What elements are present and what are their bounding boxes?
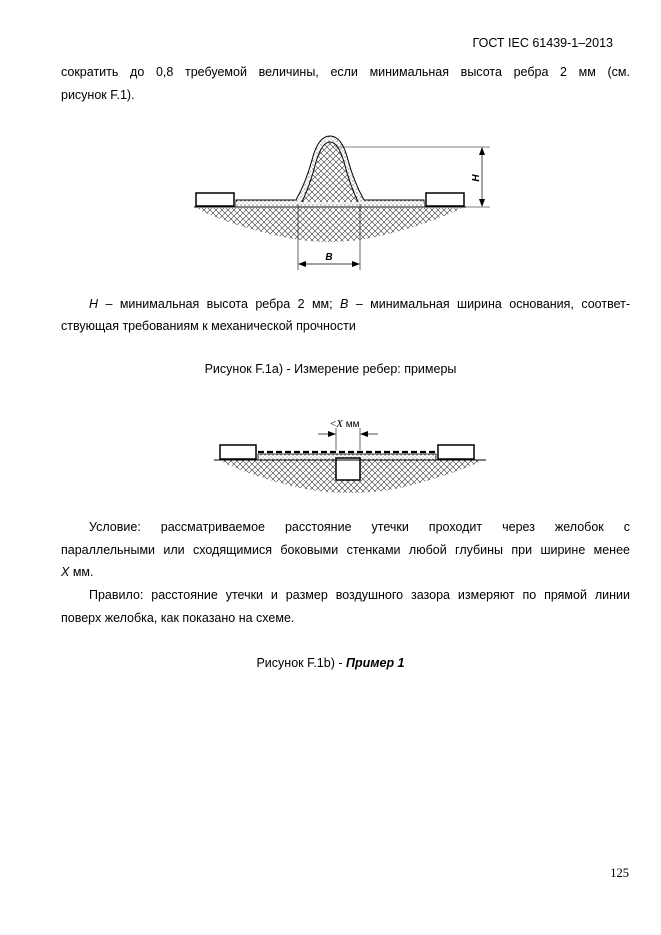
- figure-f1a-rib-diagram: [0, 120, 661, 280]
- legend-b-symbol: B: [340, 297, 349, 311]
- left-pad: [196, 193, 234, 206]
- right-pad: [438, 445, 474, 459]
- x-dimension-label: <X мм: [330, 418, 360, 430]
- intro-line-1: сократить до 0,8 требуемой величины, если минимальная высота ребра 2 мм (см.: [61, 65, 630, 79]
- left-pad: [220, 445, 256, 459]
- condition-line-2: параллельными или сходящимися боковыми стенками любой глубины при ширине менее: [61, 543, 630, 557]
- page-number: 125: [610, 866, 629, 880]
- legend-h-symbol: H: [89, 297, 99, 311]
- figure-f1a-caption: Рисунок F.1a) - Измерение ребер: примеры: [204, 362, 457, 376]
- condition-line-1: Условие: рассматриваемое расстояние утечки проходит через желобок с: [89, 520, 630, 534]
- figure-f1b-groove-diagram: [0, 410, 661, 500]
- rule-line-2: поверх желобка, как показано на схеме.: [61, 611, 295, 625]
- base-material: [196, 208, 462, 242]
- dimension-b-label: B: [325, 252, 333, 263]
- right-pad: [426, 193, 464, 206]
- figure-f1b-caption: Рисунок F.1b) - Пример 1: [256, 656, 405, 670]
- dimension-h-label: H: [471, 174, 482, 182]
- document-header: ГОСТ IEC 61439-1–2013: [472, 36, 613, 50]
- intro-line-2: рисунок F.1).: [61, 88, 135, 102]
- rule-line-1: Правило: расстояние утечки и размер воздушного зазора измеряют по прямой линии: [89, 588, 630, 602]
- condition-line-3: X мм.: [61, 565, 94, 579]
- groove: [336, 458, 360, 480]
- legend-a-line-2: ствующая требованиям к механической прочности: [61, 319, 356, 333]
- legend-a-line-1: H – минимальная высота ребра 2 мм; B – минимальная ширина основания, соответ-: [89, 297, 630, 311]
